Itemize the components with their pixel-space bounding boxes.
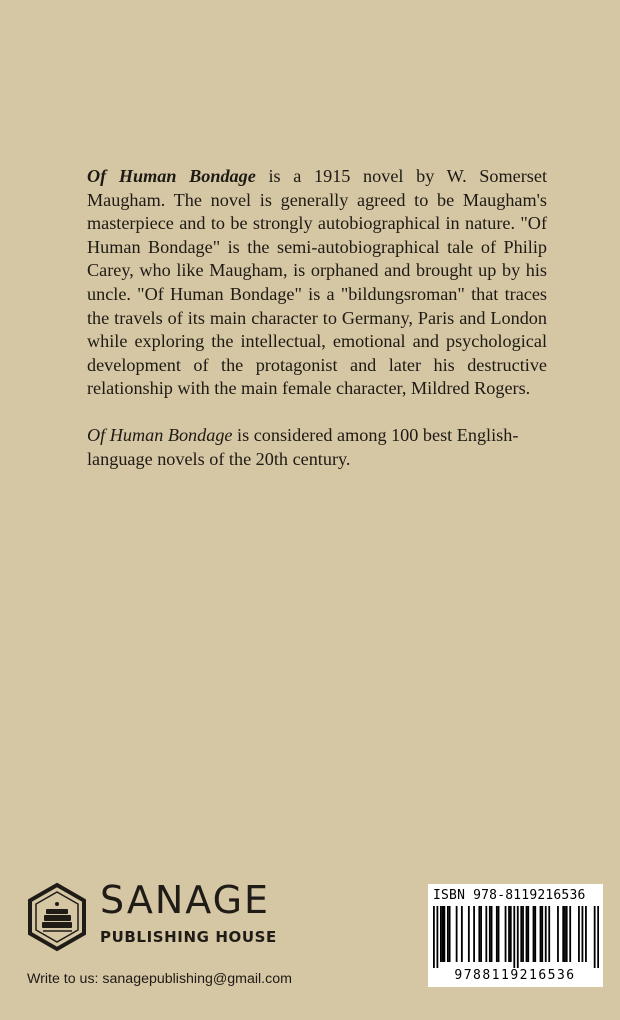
barcode-bar <box>449 906 451 962</box>
blurb-paragraph-2 <box>87 424 547 471</box>
barcode-bar <box>513 906 515 968</box>
barcode-bar <box>440 906 442 962</box>
isbn-label: ISBN 978-8119216536 <box>433 888 586 903</box>
barcode-bar <box>517 906 519 968</box>
barcode-bar <box>534 906 536 962</box>
barcode-bar <box>566 906 568 962</box>
barcode-bar <box>597 906 599 968</box>
barcode-bar <box>480 906 482 962</box>
barcode-bar <box>510 906 512 962</box>
barcode-bar <box>433 906 435 968</box>
book-title-bold: Of Human Bondage <box>87 166 256 186</box>
barcode-bar <box>582 906 584 962</box>
barcode-bar <box>508 906 510 962</box>
barcode-bar <box>569 906 571 962</box>
blurb-paragraph-1 <box>87 165 547 401</box>
barcode-bar <box>456 906 458 962</box>
barcode-bar <box>562 906 564 962</box>
barcode-bar <box>473 906 475 962</box>
book-title-italic: Of Human Bondage <box>87 424 233 445</box>
blurb-paragraph-1-text: is a 1915 novel by W. Somerset Maugham. The novel is generally agreed to be Maugham's masterpiece and to be strongly autobiographical in nature. "Of Human Bondage" is the semi-autobiographical tale of Philip Carey, who like Maugham, is orphaned and brought up by his uncle. "Of Human Bondage" is a "bildungsroman" that traces the travels of its main character to Germany, Paris and London while exploring the intellectual, emotional and psychological development of the protagonist and later his destructive relationship with the main female character, Mildred Rogers. <box>87 166 547 399</box>
barcode-bar <box>443 906 445 962</box>
barcode-bar <box>585 906 587 962</box>
barcode-bar <box>520 906 522 962</box>
barcode-bar <box>594 906 596 968</box>
barcode-bar <box>541 906 543 962</box>
barcode-bar <box>498 906 500 962</box>
barcode-bars <box>433 906 599 968</box>
barcode-bar <box>447 906 449 962</box>
barcode-bar <box>526 906 528 962</box>
barcode-bar <box>522 906 524 962</box>
barcode-bar <box>478 906 480 962</box>
books-hexagon-icon <box>26 882 88 952</box>
publisher-subtitle: PUBLISHING HOUSE <box>100 928 277 946</box>
barcode-bar <box>468 906 470 962</box>
contact-email: Write to us: sanagepublishing@gmail.com <box>27 971 292 987</box>
barcode-bar <box>545 906 547 962</box>
back-cover-blurb <box>87 165 547 471</box>
barcode-bar <box>578 906 580 962</box>
barcode-bar <box>540 906 542 962</box>
isbn-barcode <box>428 884 603 987</box>
barcode-bar <box>505 906 507 962</box>
publisher-brand <box>100 878 277 946</box>
barcode-bar <box>548 906 550 962</box>
barcode-bar <box>527 906 529 962</box>
barcode-bar <box>557 906 559 962</box>
barcode-bar <box>533 906 535 962</box>
barcode-bar <box>442 906 444 962</box>
barcode-bar <box>489 906 491 962</box>
barcode-bar <box>461 906 463 962</box>
barcode-bar <box>436 906 438 968</box>
barcode-bar <box>496 906 498 962</box>
barcode-bar <box>485 906 487 962</box>
publisher-name: SANAGE <box>100 878 271 922</box>
barcode-bar <box>564 906 566 962</box>
barcode-bar <box>491 906 493 962</box>
blurb-paragraph-2-text: is considered among 100 best English-language novels of the 20th century. <box>87 424 519 469</box>
isbn-digits: 9788119216536 <box>454 968 576 983</box>
